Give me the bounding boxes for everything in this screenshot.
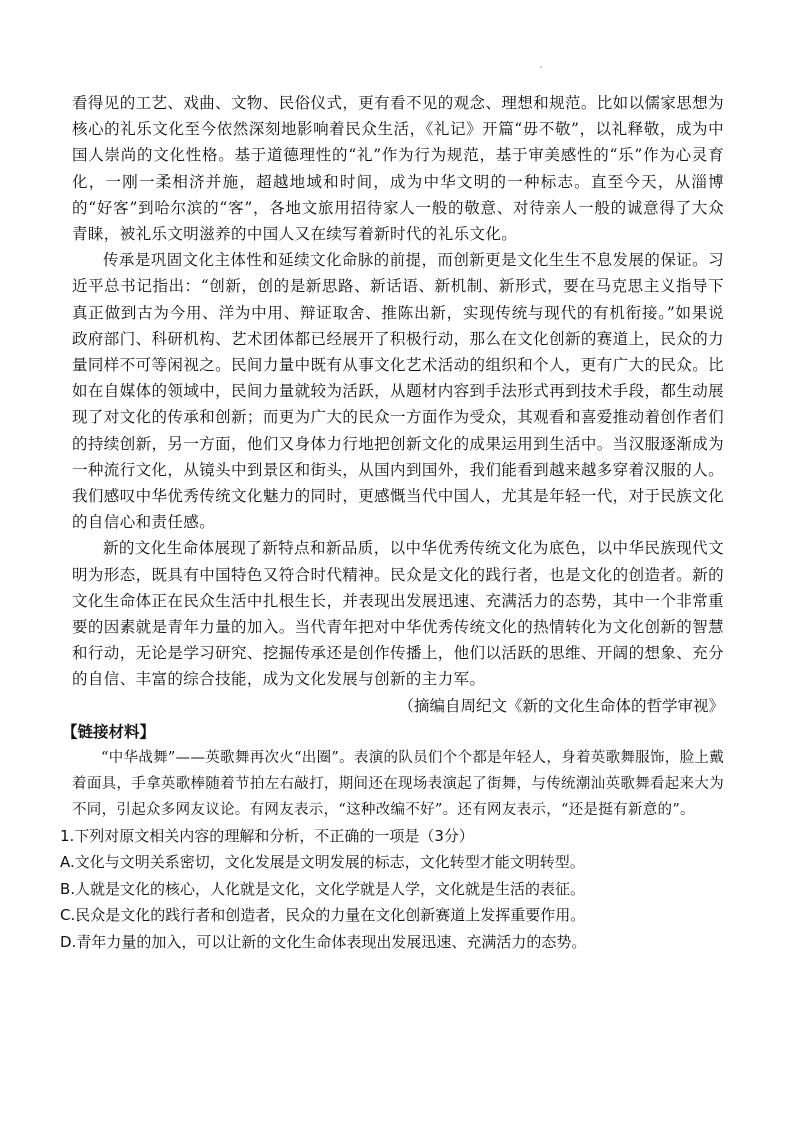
option-c: C.民众是文化的践行者和创造者，民众的力量在文化创新赛道上发挥重要作用。 <box>60 906 586 925</box>
article-paragraph-2: 传承是巩固文化主体性和延续文化命脉的前提，而创新更是文化生生不息发展的保证。习近平总书记指出：“创新，创的是新思路、新话语、新机制、新形式，要在马克思主义指导下真正做到古为今用、洋为中用、辩证取舍、推陈出新，实现传统与现代的有机衔接。”如果说政府部门、科研机构、艺术团体都已经展开了积极行动，那么在文化创新的赛道上，民众的力量同样不可等闲视之。民间力量中既有从事文化艺术活动的组织和个人，更有广大的民众。比如在自媒体的领域中，民间力量就较为活跃，从题材内容到手法形式再到技术手段，都生动展现了对文化的传承和创新；而更为广大的民众一方面作为受众，其观看和喜爱推动着创作者们的持续创新，另一方面，他们又身体力行地把创新文化的成果运用到生活中。当汉服逐渐成为一种流行文化，从镜头中到景区和街头，从国内到国外，我们能看到越来越多穿着汉服的人。我们感叹中华优秀传统文化魅力的同时，更感慨当代中国人，尤其是年轻一代，对于民族文化的自信心和责任感。 <box>72 251 724 532</box>
option-d: D.青年力量的加入，可以让新的文化生命体表现出发展迅速、充满活力的态势。 <box>60 932 587 951</box>
scan-mark <box>540 66 542 68</box>
option-b: B.人就是文化的核心，人化就是文化，文化学就是人学，文化就是生活的表征。 <box>60 879 586 898</box>
question-stem: 1.下列对原文相关内容的理解和分析，不正确的一项是（3分） <box>60 826 474 845</box>
article-paragraph-1: 看得见的工艺、戏曲、文物、民俗仪式，更有看不见的观念、理想和规范。比如以儒家思想为核心的礼乐文化至今依然深刻地影响着民众生活，《礼记》开篇“毋不敬”，以礼释敬，成为中国人崇尚的文化性格。基于道德理性的“礼”作为行为规范，基于审美感性的“乐”作为心灵育化，一刚一柔相济并施，超越地域和时间，成为中华文明的一种标志。直至今天，从淄博的“好客”到哈尔滨的“客”，各地文旅用招待家人一般的敬意、对待亲人一般的诚意得了大众青睐，被礼乐文明滋养的中国人又在续写着新时代的礼乐文化。 <box>72 94 724 244</box>
document-page <box>60 90 724 955</box>
link-material-heading: 【链接材料】 <box>62 722 156 741</box>
link-material-text: “中华战舞”——英歌舞再次火“出圈”。表演的队员们个个都是年轻人，身着英歌舞服饰，脸上戴着面具，手拿英歌棒随着节拍左右敲打，期间还在现场表演起了街舞，与传统潮汕英歌舞看起来大为不同，引起众多网友议论。有网友表示，“这种改编不好”。还有网友表示，“还是挺有新意的”。 <box>72 749 724 818</box>
option-a: A.文化与文明关系密切，文化发展是文明发展的标志，文化转型才能文明转型。 <box>60 853 585 872</box>
article-source: （摘编自周纪文《新的文化生命体的哲学审视》 <box>398 696 724 715</box>
article-paragraph-3: 新的文化生命体展现了新特点和新品质，以中华优秀传统文化为底色，以中华民族现代文明为形态，既具有中国特色又符合时代精神。民众是文化的践行者，也是文化的创造者。新的文化生命体正在民众生活中扎根生长，并表现出发展迅速、充满活力的态势，其中一个非常重要的因素就是青年力量的加入。当代青年把对中华优秀传统文化的热情转化为文化创新的智慧和行动，无论是学习研究、挖掘传承还是创作传播上，他们以活跃的思维、开阔的想象、充分的自信、丰富的综合技能，成为文化发展与创新的主力军。 <box>72 539 724 689</box>
